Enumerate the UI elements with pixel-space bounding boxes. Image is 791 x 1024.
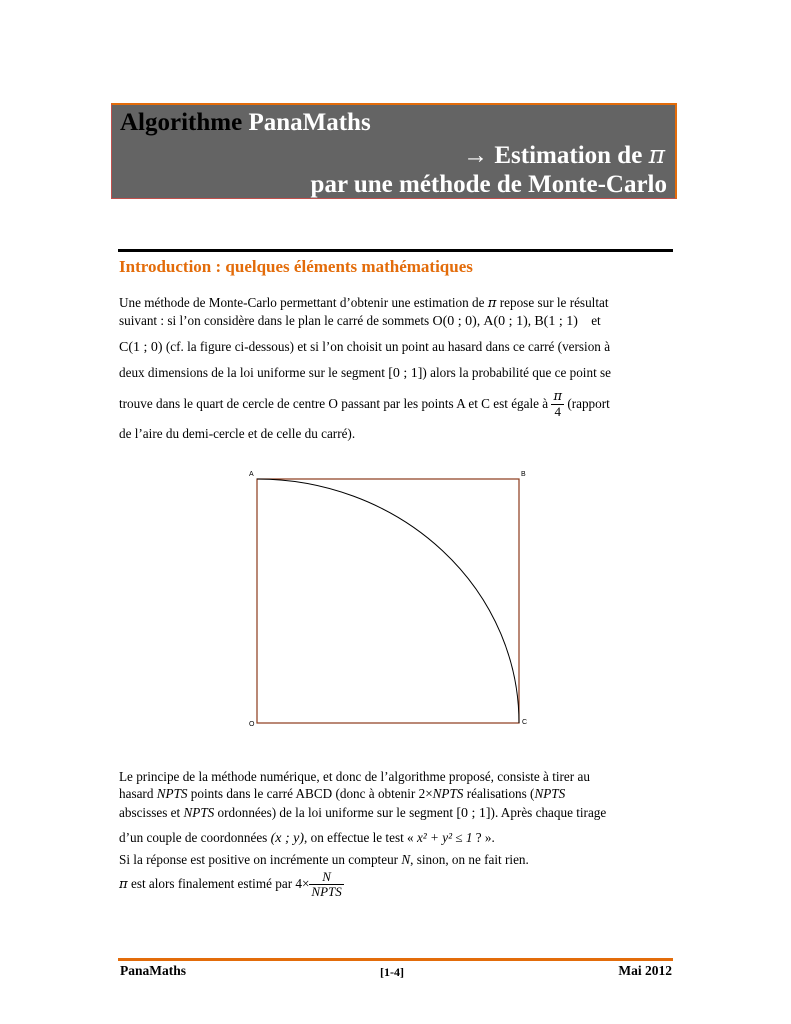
text: trouve dans le quart de cercle de centre O passant par les points A et C est égale à xyxy=(119,395,549,411)
arrow-right-icon: → xyxy=(463,142,489,169)
label-b: B xyxy=(521,471,526,478)
intro-line-1 xyxy=(119,296,609,310)
intro-line-5 xyxy=(119,390,610,420)
title-algorithme: Algorithme xyxy=(120,109,243,136)
quarter-circle-arc xyxy=(257,479,519,723)
point-c: C(1 ; 0) xyxy=(119,340,163,355)
intro-line-6: de l’aire du demi-cercle et de celle du carré). xyxy=(119,426,356,441)
npts: NPTS xyxy=(534,786,566,801)
frac-num: N xyxy=(309,870,343,885)
square-abcd xyxy=(257,479,519,723)
two-times: 2× xyxy=(418,786,433,801)
npts: NPTS xyxy=(432,786,464,801)
title-pi: π xyxy=(648,140,665,169)
title-estimation: Estimation de xyxy=(494,142,643,169)
pi-symbol: π xyxy=(119,876,128,892)
text: suivant : si l’on considère dans le plan le carré de sommets xyxy=(119,313,430,328)
principle-line-6 xyxy=(119,870,344,900)
text: est alors finalement estimé par xyxy=(130,875,293,891)
text: ordonnées) de la loi uniforme sur le segment xyxy=(217,805,454,820)
pi-symbol: π xyxy=(487,296,497,311)
text: d’un couple de coordonnées xyxy=(119,830,268,845)
text: (rapport xyxy=(567,395,610,411)
segment: [0 ; 1] xyxy=(388,366,423,381)
test-inequality: x² + y² ≤ 1 xyxy=(416,830,473,845)
text: deux dimensions de la loi uniforme sur le segment xyxy=(119,365,385,380)
text: ) alors la probabilité que ce point se xyxy=(422,365,612,380)
title-line-2 xyxy=(463,140,665,170)
text: points dans le carré ABCD (donc à obtenir xyxy=(190,786,416,801)
text: repose sur le résultat xyxy=(499,295,609,310)
principle-line-4 xyxy=(119,831,495,846)
text: ). Après chaque tirage xyxy=(490,805,607,820)
npts: NPTS xyxy=(183,805,215,820)
principle-line-5 xyxy=(119,853,529,866)
intro-line-3 xyxy=(119,340,610,355)
npts: NPTS xyxy=(156,786,188,801)
comma: , xyxy=(476,313,481,328)
principle-line-2 xyxy=(119,787,565,800)
label-a: A xyxy=(249,471,254,478)
text: Si la réponse est positive on incrémente un compteur xyxy=(119,852,399,867)
intro-line-2 xyxy=(119,314,601,329)
text: , on effectue le test « xyxy=(304,830,414,845)
segment: [0 ; 1] xyxy=(456,806,491,821)
frac-den: 4 xyxy=(554,404,561,420)
text: abscisses et xyxy=(119,805,181,820)
point-a: A(0 ; 1) xyxy=(483,314,528,329)
frac-num: π xyxy=(553,389,563,404)
text: Une méthode de Monte-Carlo permettant d’obtenir une estimation de xyxy=(119,295,485,310)
page-number: [1-4] xyxy=(380,965,404,979)
counter-n: N xyxy=(401,852,411,867)
footer-rule xyxy=(118,958,673,961)
comma: , xyxy=(527,313,532,328)
couple-xy: (x ; y) xyxy=(270,831,305,846)
principle-line-1: Le principe de la méthode numérique, et donc de l’algorithme proposé, consiste à tirer au xyxy=(119,769,590,784)
point-o: O(0 ; 0) xyxy=(432,314,477,329)
text: ? ». xyxy=(475,830,495,845)
text: hasard xyxy=(119,786,154,801)
intro-line-4 xyxy=(119,366,611,381)
section-title: Introduction : quelques éléments mathématiques xyxy=(119,257,473,276)
footer-date: Mai 2012 xyxy=(618,963,672,978)
section-rule xyxy=(118,249,673,252)
four-times: 4× xyxy=(295,875,310,891)
point-b: B(1 ; 1) xyxy=(534,314,578,329)
title-panamaths: PanaMaths xyxy=(248,109,371,136)
footer-left: PanaMaths xyxy=(120,963,187,978)
title-box xyxy=(111,103,677,199)
text: (cf. la figure ci-dessous) et si l’on choisit un point au hasard dans ce carré (version à xyxy=(165,339,611,354)
text: réalisations ( xyxy=(466,786,535,801)
fraction-n-over-npts xyxy=(309,870,343,900)
label-o: O xyxy=(249,721,255,728)
principle-line-3 xyxy=(119,806,606,821)
quarter-circle-figure xyxy=(245,468,535,728)
frac-den: NPTS xyxy=(311,884,342,900)
title-line-3: par une méthode de Monte-Carlo xyxy=(310,171,667,198)
fraction-pi-over-4 xyxy=(551,390,564,420)
label-c: C xyxy=(522,719,528,726)
title-line-1 xyxy=(120,109,371,137)
text: , sinon, on ne fait rien. xyxy=(410,852,529,867)
text: et xyxy=(591,313,601,328)
